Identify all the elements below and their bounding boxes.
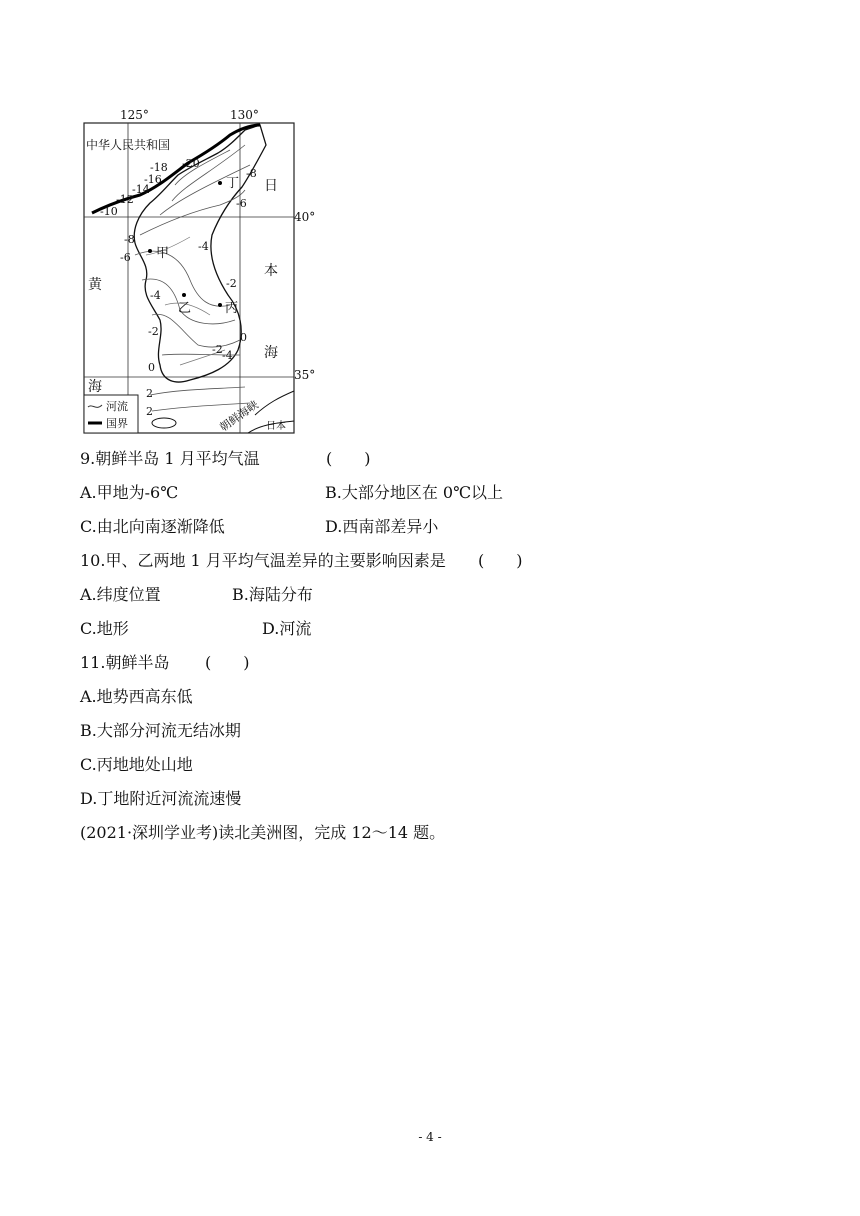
lon-125-label: 125° [120,108,149,122]
sea-japan-char-2: 本 [264,263,278,279]
point-bing: 丙 [225,301,239,316]
isotherm-label: 0 [240,331,247,344]
page-number: - 4 - [418,1130,442,1144]
isotherm-label: 2 [146,405,153,418]
q11-option-c: C.丙地地处山地 [80,755,193,774]
isotherm-label: -10 [100,205,118,218]
isotherm-label: -16 [144,173,162,186]
q10-option-d: D.河流 [262,619,312,638]
q11-stem: 11.朝鲜半岛 ( ) [80,653,250,672]
isotherm-label: -6 [236,197,247,210]
isotherm-label: -8 [246,167,257,180]
yellow-sea-char-1: 黄 [88,277,102,293]
point-ding: 丁 [226,176,240,191]
q11-option-d: D.丁地附近河流流速慢 [80,789,242,808]
q11-option-b: B.大部分河流无结冰期 [80,721,241,740]
korea-isotherm-map [80,105,316,435]
jeju-island [152,418,176,428]
q10-option-b: B.海陆分布 [232,585,313,604]
next-section-intro: (2021·深圳学业考)读北美洲图，完成 12～14 题。 [80,823,446,842]
isotherm-label: -8 [124,233,135,246]
q10-stem: 10.甲、乙两地 1 月平均气温差异的主要影响因素是 ( ) [80,551,523,570]
q11-option-a: A.地势西高东低 [80,687,193,706]
point-ding-dot [218,181,222,185]
isotherm-label: -4 [198,240,209,253]
q9-option-a: A.甲地为-6℃ [80,483,179,502]
sea-japan-char-3: 海 [264,345,278,361]
yellow-sea-char-2: 海 [88,379,102,395]
q10-option-a: A.纬度位置 [80,585,161,604]
lon-130-label: 130° [230,108,259,122]
q9-stem: 9.朝鲜半岛 1 月平均气温 ( ) [80,449,371,468]
point-jia-dot [148,249,152,253]
isotherm-label: -14 [132,183,150,196]
legend-border: 国界 [106,417,128,430]
isotherm-label: -2 [148,325,159,338]
legend-river: 河流 [106,400,128,413]
isotherm-label: -2 [226,277,237,290]
point-yi-dot [182,293,186,297]
sea-japan-char-1: 日 [264,178,278,194]
point-bing-dot [218,303,222,307]
point-jia: 甲 [156,246,170,261]
isotherm-label: -6 [120,251,131,264]
isotherm-label: -18 [150,161,168,174]
isotherm-label: -2 [212,343,223,356]
lat-35-label: 35° [294,368,316,382]
point-yi: 乙 [178,301,192,316]
china-label: 中华人民共和国 [86,138,171,152]
isotherm-label: 0 [148,361,155,374]
japan-label: 日本 [266,421,286,432]
q9-option-c: C.由北向南逐渐降低 [80,517,225,536]
isotherm-label: -20 [182,157,200,170]
isotherm-label: 2 [146,387,153,400]
isotherm-label: -4 [150,289,161,302]
isotherm-label: -4 [222,349,233,362]
strait-label: 朝鲜海峡 [217,398,261,435]
isotherm-label: -12 [116,193,134,206]
lat-40-label: 40° [294,210,316,224]
q9-option-b: B.大部分地区在 0℃以上 [325,483,504,502]
q9-option-d: D.西南部差异小 [325,517,439,536]
q10-option-c: C.地形 [80,619,129,638]
